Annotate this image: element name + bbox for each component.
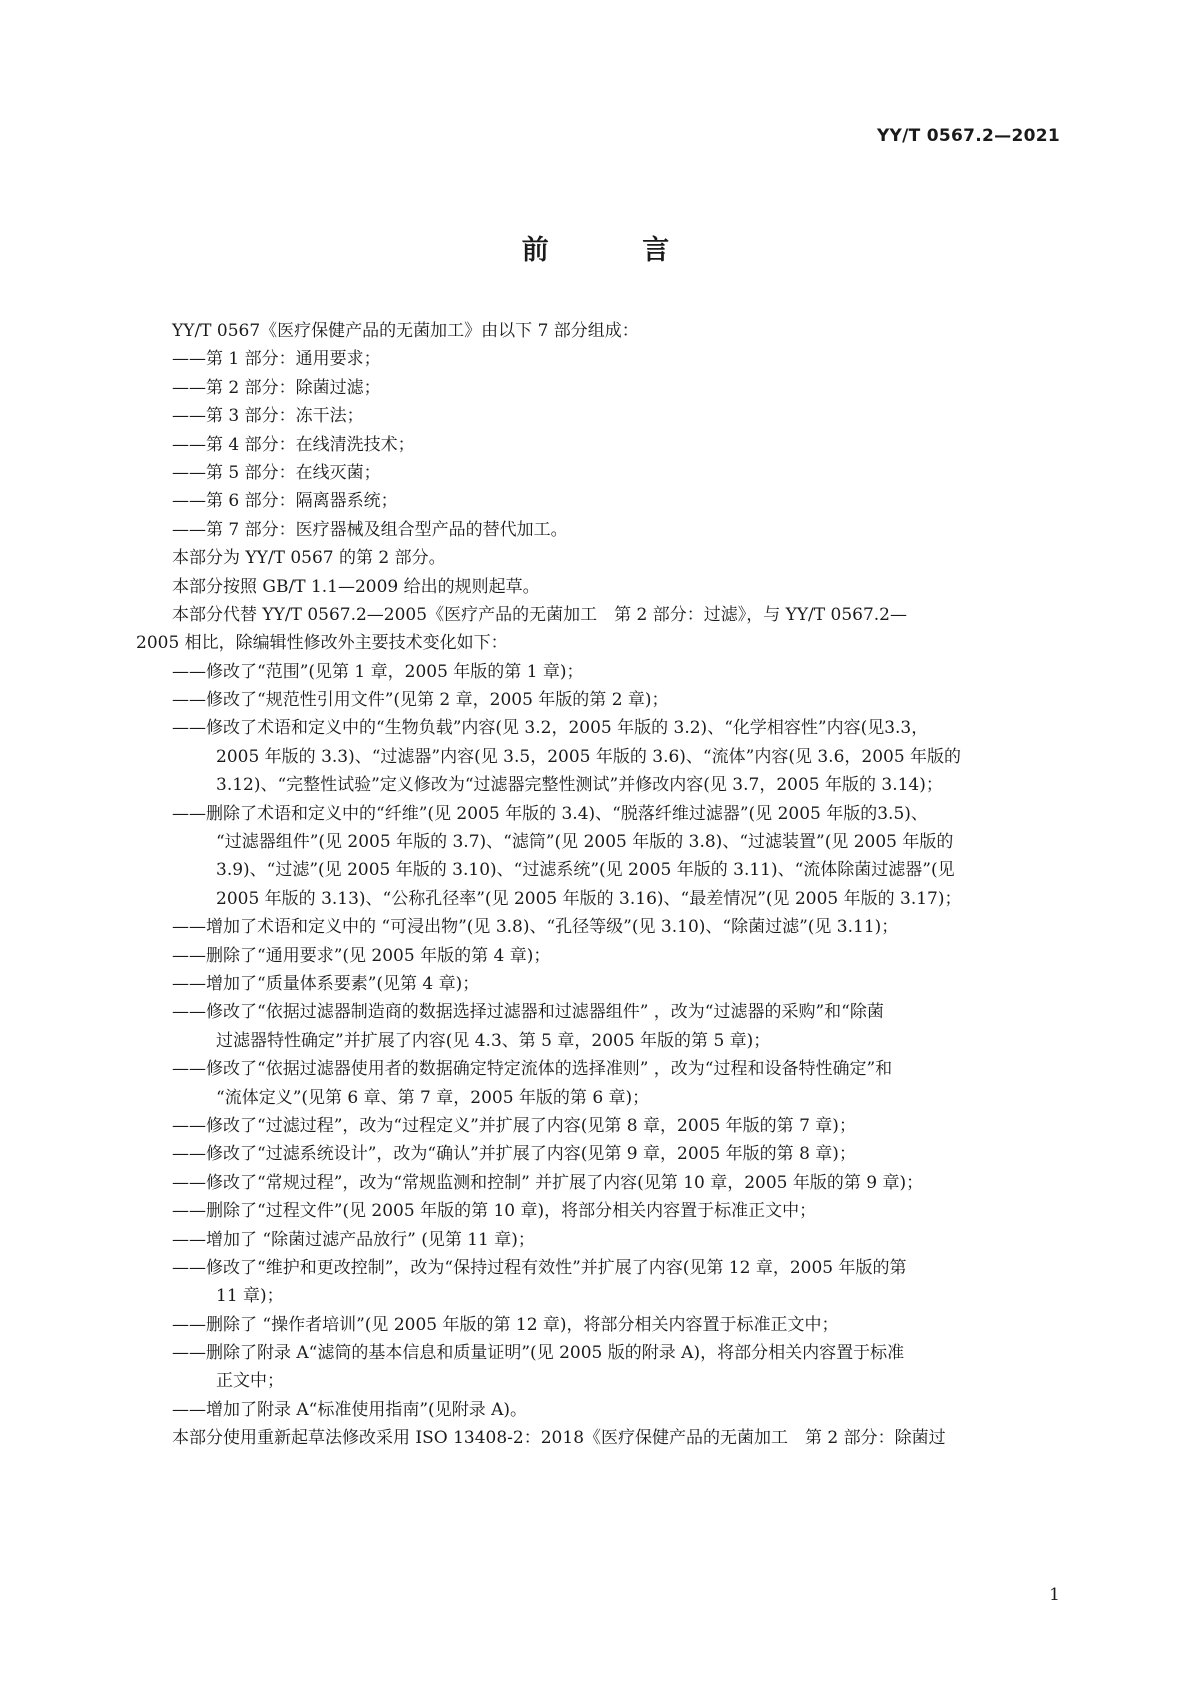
- paragraph-line: 本部分按照 GB/T 1.1—2009 给出的规则起草。: [172, 576, 540, 597]
- list-item: ——第 7 部分：医疗器械及组合型产品的替代加工。: [172, 519, 568, 540]
- list-item: ——修改了“依据过滤器使用者的数据确定特定流体的选择准则” ，改为“过程和设备特性确定”和: [172, 1059, 893, 1080]
- list-item: ——第 4 部分：在线清洗技术；: [172, 434, 415, 455]
- list-item: ——修改了“规范性引用文件”(见第 2 章，2005 年版的第 2 章)；: [172, 690, 669, 711]
- list-item: ——删除了术语和定义中的“纤维”(见 2005 年版的 3.4)、“脱落纤维过滤器”(见 2005 年版的3.5)、: [172, 803, 928, 824]
- list-item: ——修改了“过滤系统设计”，改为“确认”并扩展了内容(见第 9 章，2005 年版的第 8 章)；: [172, 1144, 856, 1165]
- list-item-continuation: 2005 年版的 3.3)、“过滤器”内容(见 3.5，2005 年版的 3.6)、“流体”内容(见 3.6，2005 年版的: [216, 746, 962, 767]
- page-title: 前 言: [521, 235, 712, 266]
- list-item-continuation: 2005 年版的 3.13)、“公称孔径率”(见 2005 年版的 3.16)、“最差情况”(见 2005 年版的 3.17)；: [216, 888, 962, 909]
- list-item: ——增加了附录 A“标准使用指南”(见附录 A)。: [172, 1399, 528, 1420]
- list-item: ——增加了“质量体系要素”(见第 4 章)；: [172, 973, 480, 994]
- list-item-continuation: “过滤器组件”(见 2005 年版的 3.7)、“滤筒”(见 2005 年版的 3.8)、“过滤装置”(见 2005 年版的: [216, 832, 954, 853]
- foreword-body: [136, 317, 1056, 1453]
- paragraph-line: YY/T 0567《医疗保健产品的无菌加工》由以下 7 部分组成：: [172, 321, 639, 341]
- list-item: ——删除了“通用要求”(见 2005 年版的第 4 章)；: [172, 945, 551, 966]
- list-item: ——修改了“范围”(见第 1 章，2005 年版的第 1 章)；: [172, 661, 584, 682]
- list-item: ——第 5 部分：在线灭菌；: [172, 462, 381, 483]
- list-item: ——删除了 “操作者培训”(见 2005 年版的第 12 章)，将部分相关内容置于标准正文中；: [172, 1314, 839, 1335]
- list-item: ——第 6 部分：隔离器系统；: [172, 491, 398, 512]
- list-item: ——增加了术语和定义中的 “可浸出物”(见 3.8)、“孔径等级”(见 3.10)、“除菌过滤”(见 3.11)；: [172, 917, 899, 938]
- list-item: ——修改了术语和定义中的“生物负载”内容(见 3.2，2005 年版的 3.2)、“化学相容性”内容(见3.3，: [172, 718, 929, 739]
- paragraph-line: 本部分为 YY/T 0567 的第 2 部分。: [172, 548, 446, 569]
- paragraph-line: 2005 相比，除编辑性修改外主要技术变化如下：: [136, 633, 508, 654]
- list-item-continuation: 3.12)、“完整性试验”定义修改为“过滤器完整性测试”并修改内容(见 3.7，2005 年版的 3.14)；: [216, 775, 943, 796]
- list-item: ——删除了“过程文件”(见 2005 年版的第 10 章)，将部分相关内容置于标准正文中；: [172, 1201, 817, 1222]
- list-item: ——增加了 “除菌过滤产品放行” (见第 11 章)；: [172, 1229, 535, 1250]
- list-item-continuation: “流体定义”(见第 6 章、第 7 章，2005 年版的第 6 章)；: [216, 1087, 650, 1108]
- list-item: ——第 3 部分：冻干法；: [172, 406, 364, 427]
- list-item: ——修改了“常规过程”，改为“常规监测和控制” 并扩展了内容(见第 10 章，2005 年版的第 9 章)；: [172, 1172, 924, 1193]
- list-item: ——第 2 部分：除菌过滤；: [172, 377, 381, 398]
- page-number: 1: [1049, 1585, 1060, 1605]
- list-item-continuation: 11 章)；: [216, 1286, 284, 1307]
- standard-code: YY/T 0567.2—2021: [876, 126, 1060, 146]
- list-item-continuation: 正文中；: [216, 1371, 284, 1392]
- paragraph-line: 本部分代替 YY/T 0567.2—2005《医疗产品的无菌加工 第 2 部分：过滤》，与 YY/T 0567.2—: [172, 604, 907, 625]
- list-item-continuation: 3.9)、“过滤”(见 2005 年版的 3.10)、“过滤系统”(见 2005 年版的 3.11)、“流体除菌过滤器”(见: [216, 860, 955, 881]
- list-item: ——修改了“依据过滤器制造商的数据选择过滤器和过滤器组件” ，改为“过滤器的采购”和“除菌: [172, 1002, 884, 1023]
- list-item: ——删除了附录 A“滤筒的基本信息和质量证明”(见 2005 版的附录 A)，将部分相关内容置于标准: [172, 1343, 905, 1364]
- list-item: ——第 1 部分：通用要求；: [172, 349, 381, 370]
- list-item: ——修改了“维护和更改控制”，改为“保持过程有效性”并扩展了内容(见第 12 章，2005 年版的第: [172, 1257, 907, 1278]
- paragraph-line: 本部分使用重新起草法修改采用 ISO 13408-2：2018《医疗保健产品的无菌加工 第 2 部分：除菌过: [172, 1428, 946, 1449]
- list-item: ——修改了“过滤过程”，改为“过程定义”并扩展了内容(见第 8 章，2005 年版的第 7 章)；: [172, 1115, 856, 1136]
- list-item-continuation: 过滤器特性确定”并扩展了内容(见 4.3、第 5 章，2005 年版的第 5 章)；: [216, 1030, 771, 1051]
